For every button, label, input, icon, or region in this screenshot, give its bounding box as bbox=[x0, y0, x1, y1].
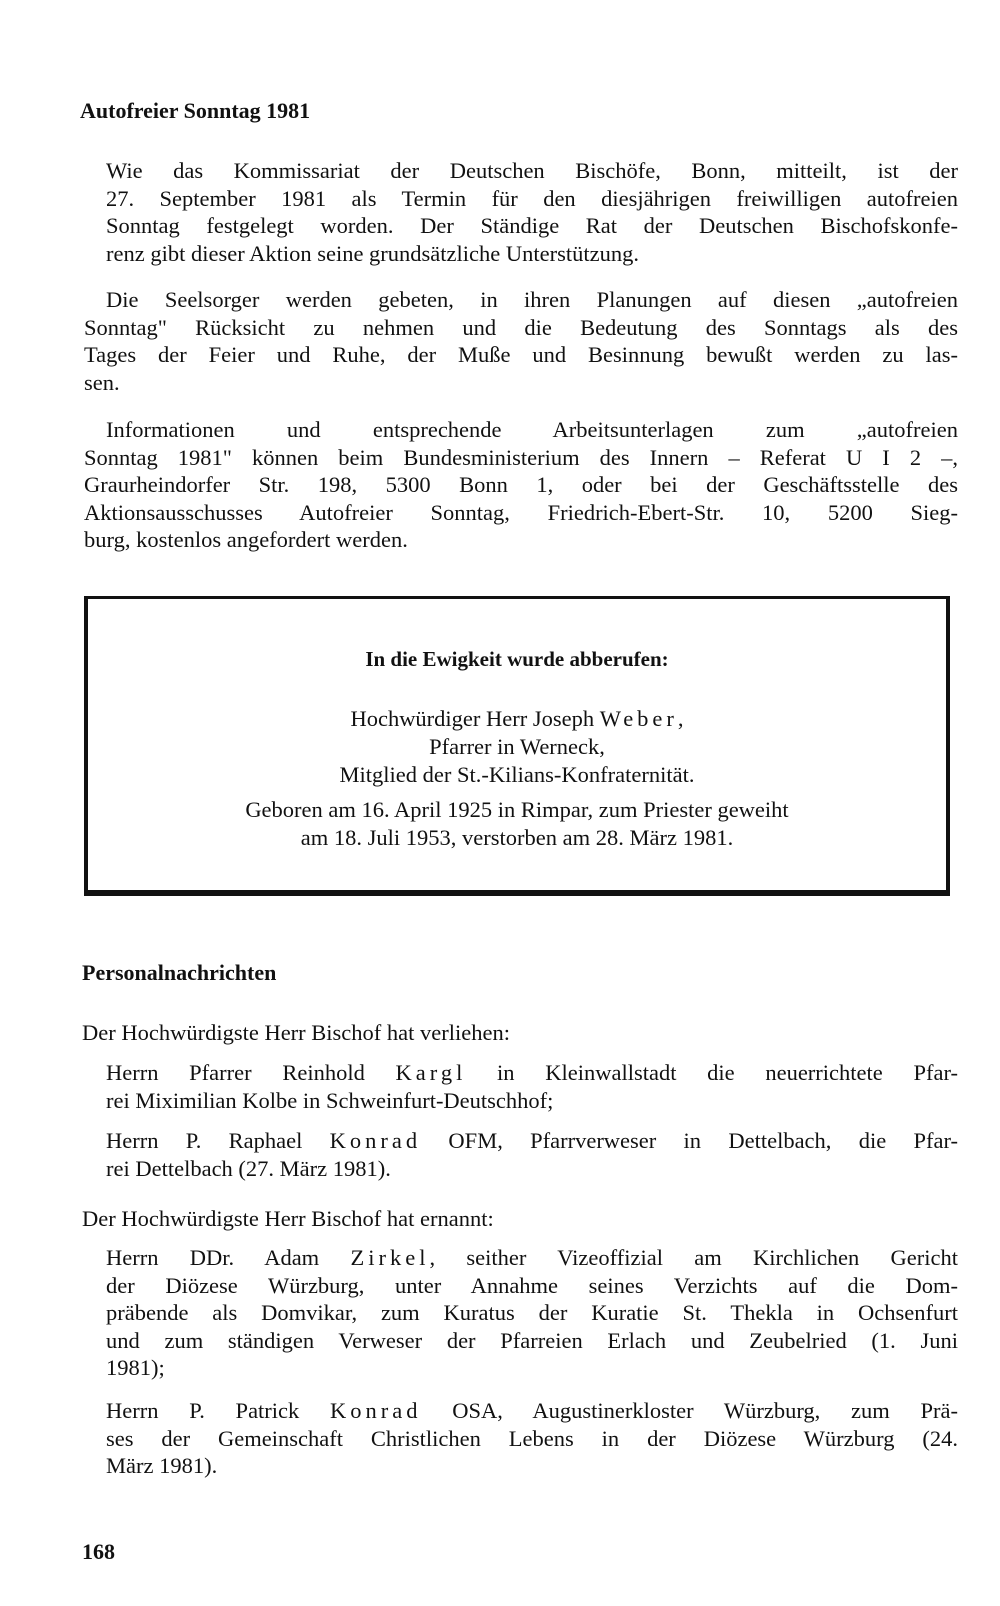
text-line: ses der Gemeinschaft Christlichen Lebens in der Diözese Würzburg (24. bbox=[106, 1425, 958, 1451]
section-heading-autofreier-sonntag: Autofreier Sonntag 1981 bbox=[80, 98, 311, 123]
obituary-name-prefix: Hochwürdiger Herr Joseph bbox=[350, 706, 600, 731]
text-line: Sonntag" Rücksicht zu nehmen und die Bedeutung des Sonntags als des bbox=[84, 314, 958, 340]
entry-kargl bbox=[106, 1059, 958, 1114]
section-heading-personalnachrichten: Personalnachrichten bbox=[82, 960, 277, 985]
person-surname: Zirkel bbox=[350, 1245, 430, 1270]
text-line: 27. September 1981 als Termin für den diesjährigen freiwilligen autofreien bbox=[106, 185, 958, 211]
text-line: und zum ständigen Verweser der Pfarreien Erlach und Zeubelried (1. Juni bbox=[106, 1327, 958, 1353]
text-line: Sonntag festgelegt worden. Der Ständige Rat der Deutschen Bischofskonfe- bbox=[106, 213, 958, 238]
person-surname: Konrad bbox=[329, 1128, 422, 1153]
text-line: 1981); bbox=[106, 1355, 165, 1380]
text-line: rei Miximilian Kolbe in Schweinfurt-Deutschhof; bbox=[106, 1087, 554, 1113]
text-line: sen. bbox=[84, 369, 120, 395]
text-line: rei Dettelbach (27. März 1981). bbox=[106, 1155, 391, 1181]
text-line: burg, kostenlos angefordert werden. bbox=[84, 527, 408, 552]
text-line bbox=[106, 1244, 958, 1272]
entry-text: Herrn P. Patrick bbox=[106, 1398, 331, 1423]
obituary-surname: Weber bbox=[599, 706, 678, 731]
text-line: Sonntag 1981" können beim Bundesministerium des Innern – Referat U I 2 –, bbox=[84, 444, 958, 470]
paragraph-informationen bbox=[84, 416, 958, 554]
text-line bbox=[106, 1127, 958, 1155]
text-line: Informationen und entsprechende Arbeitsunterlagen zum „autofreien bbox=[106, 417, 958, 442]
paragraph-announcement bbox=[106, 157, 958, 267]
obituary-membership-line: Mitglied der St.-Kilians-Konfraternität. bbox=[339, 762, 695, 787]
intro-ernannt: Der Hochwürdigste Herr Bischof hat ernannt: bbox=[82, 1206, 494, 1231]
text-line: März 1981). bbox=[106, 1453, 218, 1478]
obituary-title: In die Ewigkeit wurde abberufen: bbox=[365, 647, 669, 671]
obituary-death-line: am 18. Juli 1953, verstorben am 28. März 1981. bbox=[300, 825, 734, 850]
text-line: renz gibt dieser Aktion seine grundsätzliche Unterstützung. bbox=[106, 240, 639, 266]
text-line: Graurheindorfer Str. 198, 5300 Bonn 1, oder bei der Geschäftsstelle des bbox=[84, 472, 958, 497]
text-line: Wie das Kommissariat der Deutschen Bischöfe, Bonn, mitteilt, ist der bbox=[106, 158, 958, 183]
entry-text: Herrn P. Raphael bbox=[106, 1128, 330, 1153]
text-line: Die Seelsorger werden gebeten, in ihren Planungen auf diesen „autofreien bbox=[106, 287, 958, 312]
entry-text: in Kleinwallstadt die neuerrichtete Pfar- bbox=[466, 1060, 958, 1085]
entry-zirkel bbox=[106, 1244, 958, 1382]
person-surname: Kargl bbox=[395, 1060, 467, 1085]
entry-text: , seither Vizeoffizial am Kirchlichen Gericht bbox=[429, 1245, 959, 1270]
text-line bbox=[106, 1397, 958, 1425]
text-line: der Diözese Würzburg, unter Annahme seines Verzichts auf die Dom- bbox=[106, 1272, 958, 1298]
person-surname: Konrad bbox=[330, 1398, 422, 1423]
page-number: 168 bbox=[82, 1539, 115, 1564]
entry-text: OSA, Augustinerkloster Würzburg, zum Prä- bbox=[421, 1398, 958, 1423]
obituary-box bbox=[84, 596, 950, 896]
entry-raphael-konrad bbox=[106, 1127, 958, 1182]
text-line: Tages der Feier und Ruhe, der Muße und Besinnung bewußt werden zu las- bbox=[84, 342, 958, 367]
intro-verliehen: Der Hochwürdigste Herr Bischof hat verliehen: bbox=[82, 1020, 510, 1045]
obituary-birth-line: Geboren am 16. April 1925 in Rimpar, zum Priester geweiht bbox=[245, 797, 789, 822]
text-line: präbende als Domvikar, zum Kuratus der Kuratie St. Thekla in Ochsenfurt bbox=[106, 1300, 958, 1325]
paragraph-seelsorger bbox=[84, 286, 958, 396]
text-line: Aktionsausschusses Autofreier Sonntag, Friedrich-Ebert-Str. 10, 5200 Sieg- bbox=[84, 499, 958, 525]
obituary-name-suffix: , bbox=[677, 706, 684, 731]
text-line bbox=[106, 1059, 958, 1087]
obituary-name-line bbox=[88, 705, 946, 733]
entry-text: Herrn DDr. Adam bbox=[106, 1245, 351, 1270]
obituary-office-line: Pfarrer in Werneck, bbox=[429, 734, 605, 759]
entry-patrick-konrad bbox=[106, 1397, 958, 1480]
entry-text: OFM, Pfarrverweser in Dettelbach, die Pfar- bbox=[421, 1128, 958, 1153]
entry-text: Herrn Pfarrer Reinhold bbox=[106, 1060, 396, 1085]
